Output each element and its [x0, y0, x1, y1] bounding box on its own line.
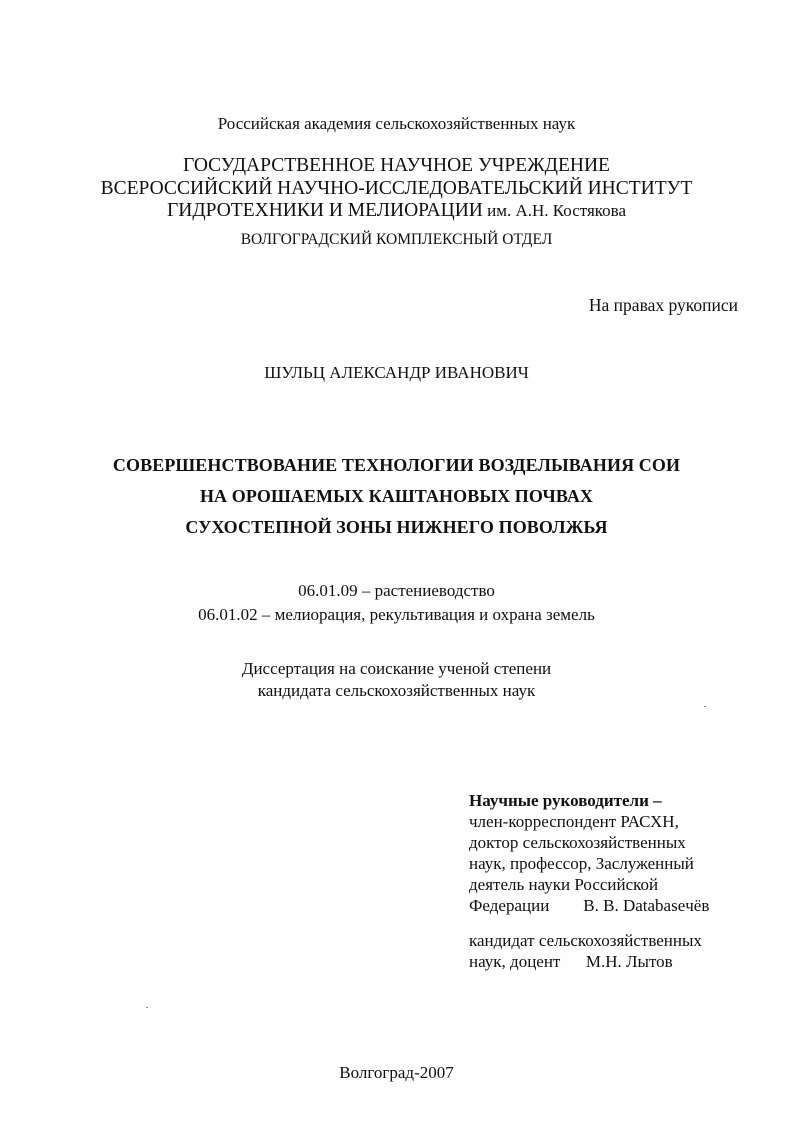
supervisor-1-line: доктор сельскохозяйственных — [469, 833, 686, 852]
supervisor-1-line: деятель науки Российской — [469, 875, 659, 894]
supervisor-2-line: кандидат сельскохозяйственных — [469, 931, 702, 950]
supervisor-2-name-line: наук, доцент М.Н. Лытов — [469, 952, 673, 971]
supervisor-1-line: наук, профессор, Заслуженный — [469, 854, 694, 873]
academy-name: Российская академия сельскохозяйственных наук — [217, 114, 576, 133]
thesis-title-line-3: СУХОСТЕПНОЙ ЗОНЫ НИЖНЕГО ПОВОЛЖЬЯ — [185, 517, 608, 537]
institution-line-3-suffix: им. А.Н. Костякова — [482, 201, 627, 220]
scan-speck — [146, 1007, 148, 1008]
supervisors-heading: Научные руководители – — [469, 791, 662, 810]
dissertation-line-1: Диссертация на соискание ученой степени — [241, 659, 552, 678]
department-name: ВОЛГОГРАДСКИЙ КОМПЛЕКСНЫЙ ОТДЕЛ — [240, 231, 553, 248]
institution-line-3-main: ГИДРОТЕХНИКИ И МЕЛИОРАЦИИ — [166, 200, 483, 221]
specialty-2: 06.01.02 – мелиорация, рекультивация и охрана земель — [198, 605, 595, 624]
author-name: ШУЛЬЦ АЛЕКСАНДР ИВАНОВИЧ — [264, 363, 529, 382]
supervisor-1-line: член-корреспондент РАСХН, — [469, 812, 679, 831]
thesis-title-line-1: СОВЕРШЕНСТВОВАНИЕ ТЕХНОЛОГИИ ВОЗДЕЛЫВАНИЯ СОИ — [112, 455, 681, 475]
city-year: Волгоград-2007 — [339, 1063, 454, 1082]
thesis-title-line-2: НА ОРОШАЕМЫХ КАШТАНОВЫХ ПОЧВАХ — [199, 486, 594, 506]
manuscript-rights-note: На правах рукописи — [588, 295, 738, 315]
supervisors-block — [469, 790, 709, 972]
scan-speck — [704, 706, 706, 707]
supervisor-1-name-line: Федерации В. В. Databaseчёв — [469, 896, 710, 915]
institution-line-1: ГОСУДАРСТВЕННОЕ НАУЧНОЕ УЧРЕЖДЕНИЕ — [183, 155, 610, 176]
institution-line-2: ВСЕРОССИЙСКИЙ НАУЧНО-ИССЛЕДОВАТЕЛЬСКИЙ ИНСТИТУТ — [100, 178, 693, 199]
specialty-1: 06.01.09 – растениеводство — [298, 581, 495, 600]
institution-line-3 — [0, 201, 793, 221]
dissertation-line-2: кандидата сельскохозяйственных наук — [257, 681, 536, 700]
